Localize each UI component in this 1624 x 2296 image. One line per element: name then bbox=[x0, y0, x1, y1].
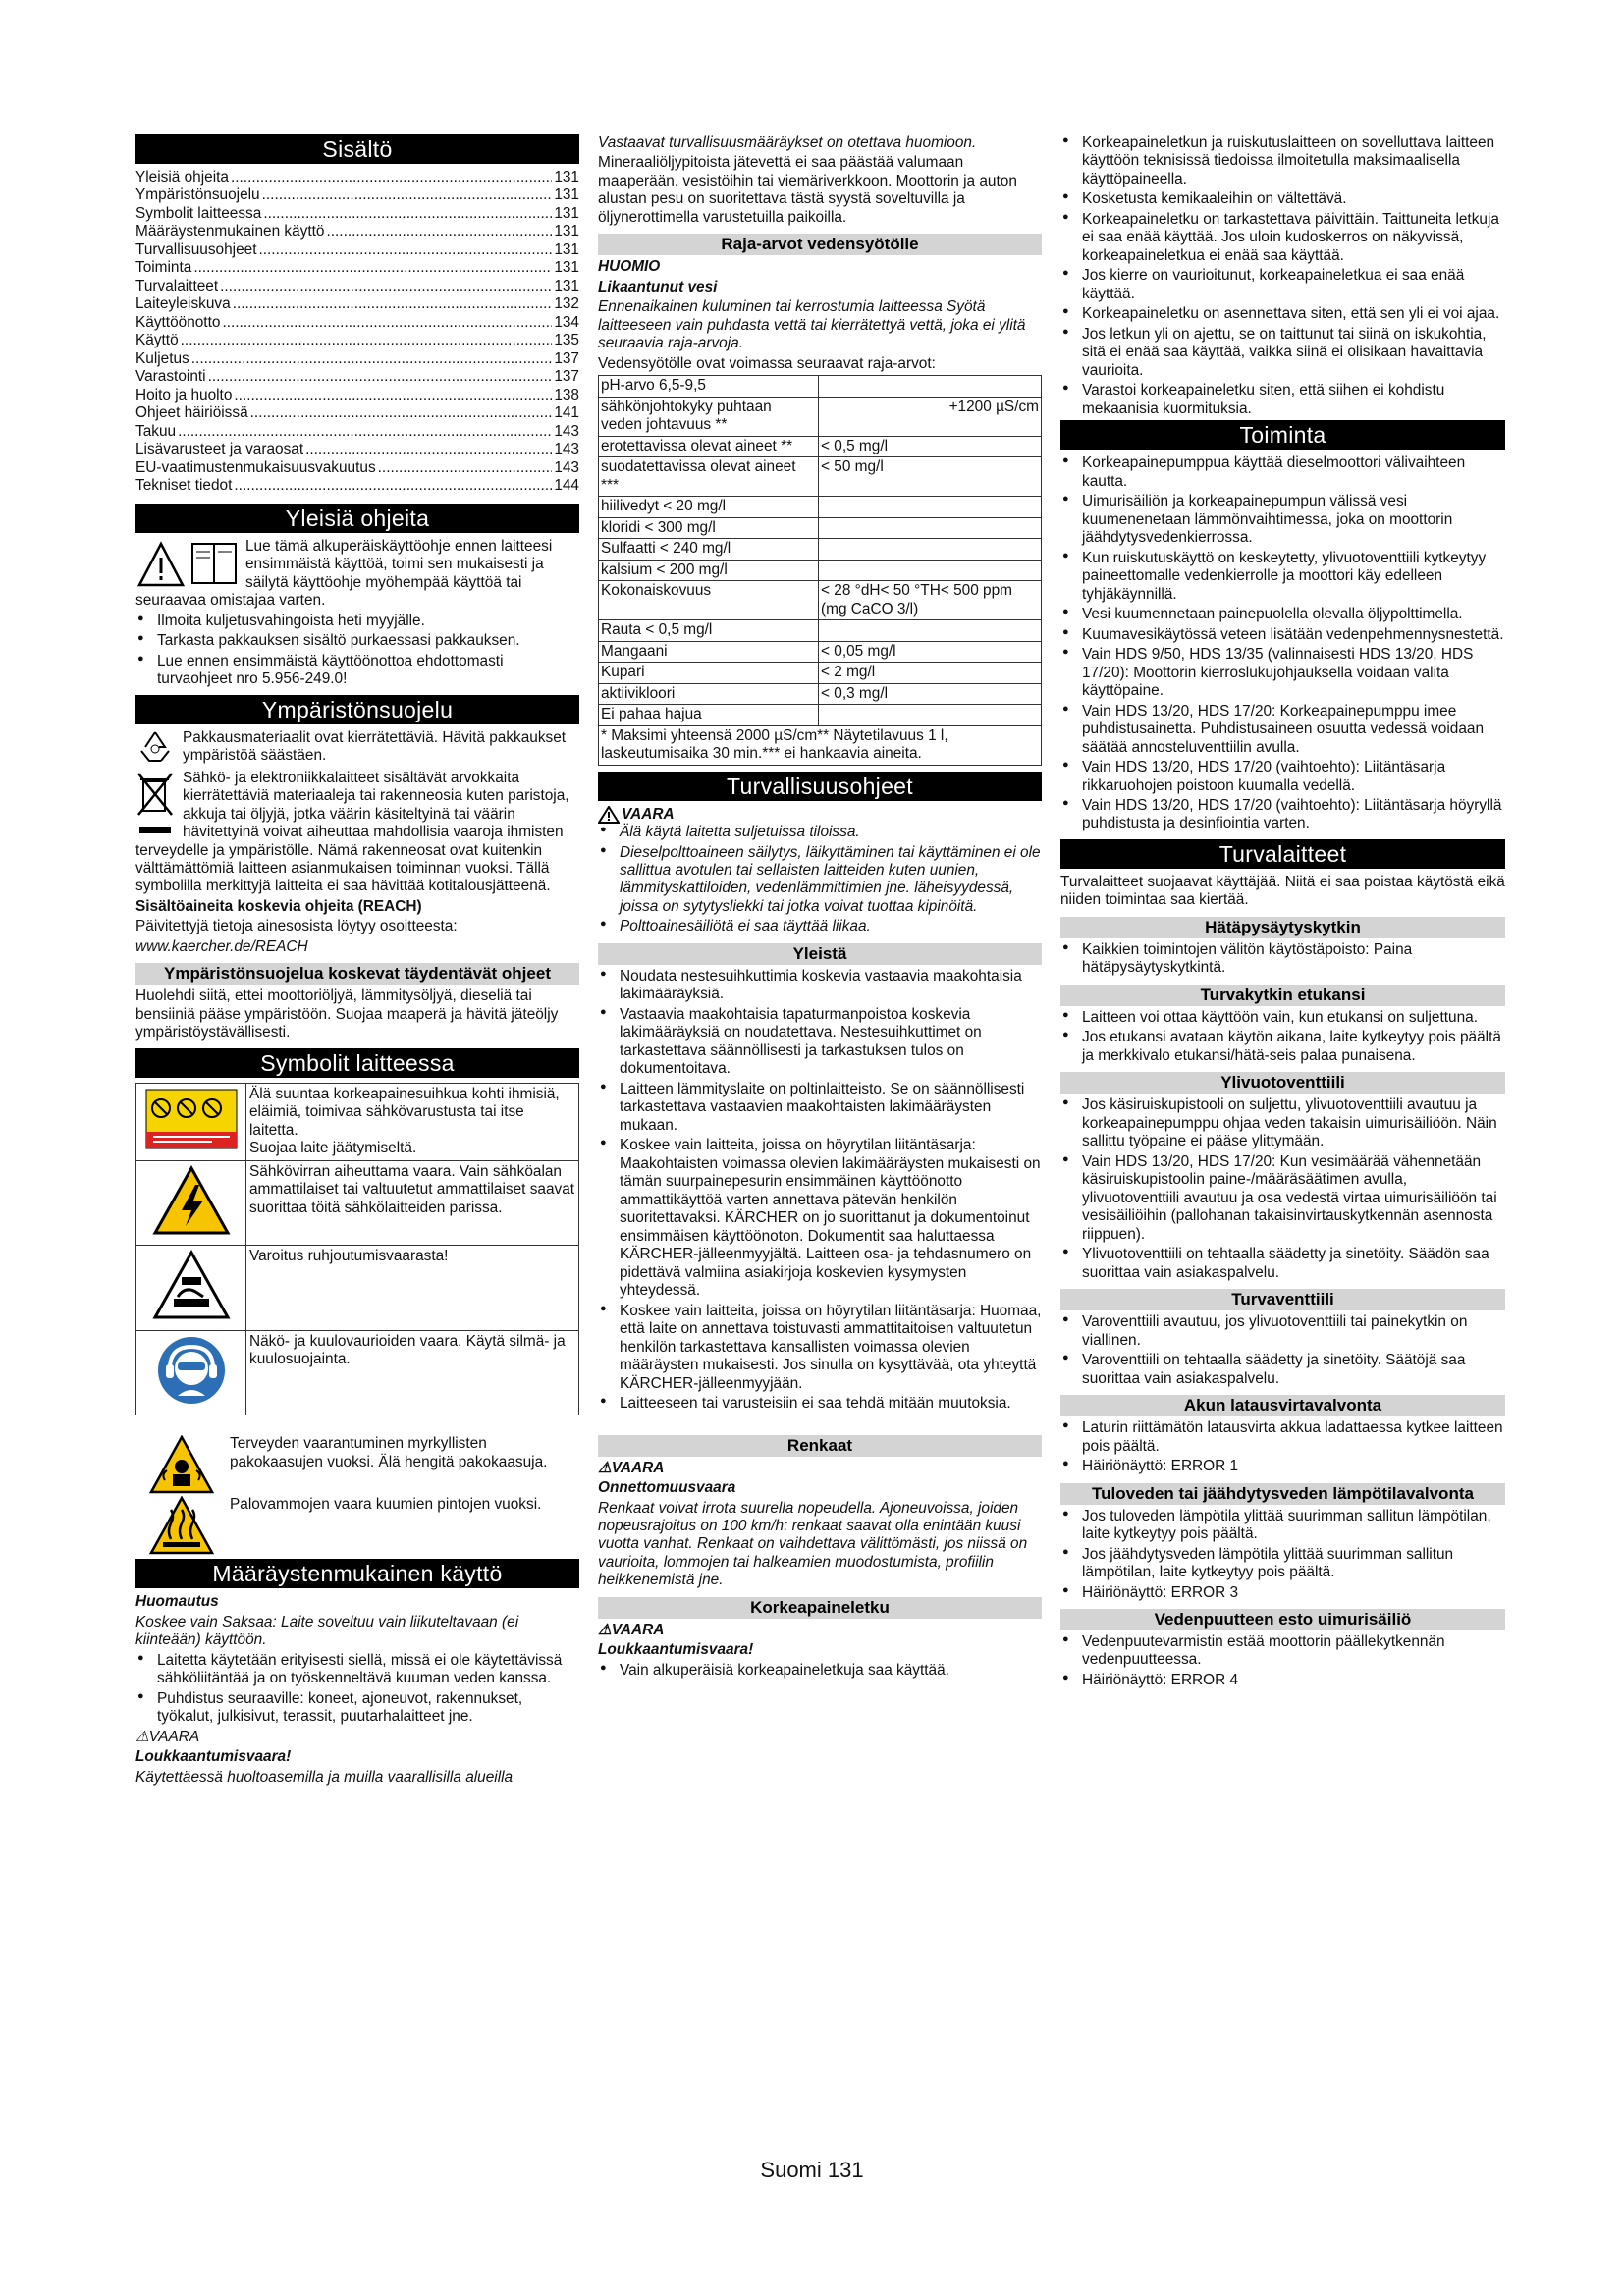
list-item: ● Laitteen voi ottaa käyttöön vain, kun etukansi on suljettuna. bbox=[1060, 1009, 1505, 1027]
column-3 bbox=[1060, 134, 1505, 1691]
heading-vedenpuutteen-esto: Vedenpuutteen esto uimurisäiliö bbox=[1060, 1609, 1505, 1630]
list-item: ● Koskee vain laitteita, joissa on höyrytilan liitäntäsarja: Maakohtaisten voimassa olevien lakimääräysten mukaisesti on tämän suurpainepesurin ensimmäinen käyttöönotto ammattikäyttöä varten annettava pätevän henkilön suoritettavaksi. KÄRCHER on jo suorittanut ja dokumentoinut ensimmäisen käyttöönoton. Dokumentit saa haluttaessa KÄRCHER-jälleenmyyjältä. Laitteen osa- ja tehdasnumero on pidettävä valmiina asiakirjoja koskevien kysymysten yhteydessä. bbox=[598, 1137, 1042, 1300]
ymp-taydentavat-text: Huolehdi siitä, ettei moottoriöljyä, lämmitysöljyä, dieseliä tai bensiiniä pääse ympäristöön. Suojaa maaperä ja hävitä jäteöljy ympäristöystävällisesti. bbox=[135, 988, 559, 1041]
eye-ear-protection-icon bbox=[156, 1335, 227, 1406]
column-1 bbox=[135, 134, 579, 1789]
tulovesi-list bbox=[1060, 1508, 1505, 1602]
toc-leader bbox=[326, 223, 552, 240]
symbol-2-text: Sähkövirran aiheuttama vaara. Vain sähköalan ammattilaiset tai valtuutetut ammattilaiset saavat suorittaa töitä sähkölaitteiden parissa. bbox=[249, 1162, 575, 1216]
heading-ymp-taydentavat: Ympäristönsuojelua koskevat täydentävät ohjeet bbox=[135, 963, 579, 985]
toc-entry bbox=[135, 477, 579, 495]
list-item: ● Ylivuotoventtiili on tehtaalla säädetty ja sinetöity. Säädön saa suorittaa vain asiakaspalvelu. bbox=[1060, 1246, 1505, 1282]
toc-page-number: 143 bbox=[554, 441, 579, 458]
yleisia-list bbox=[135, 613, 579, 689]
toc-entry bbox=[135, 259, 579, 277]
toc-entry bbox=[135, 387, 579, 404]
toc-title: Toiminta bbox=[135, 259, 192, 277]
toc-title: Hoito ja huolto bbox=[135, 386, 233, 403]
limit-value-cell bbox=[819, 497, 1042, 517]
limit-name-cell: hiilivedyt < 20 mg/l bbox=[599, 497, 819, 517]
toc-entry bbox=[135, 187, 579, 204]
symbol-3-text: Varoitus ruhjoutumisvaarasta! bbox=[249, 1248, 449, 1265]
table-of-contents bbox=[135, 169, 579, 496]
warning-triangle-book-icon bbox=[135, 538, 245, 589]
warning-and-manual-icons bbox=[135, 538, 245, 589]
table-row bbox=[599, 457, 1042, 497]
list-item: ● Jos etukansi avataan käytön aikana, laite kytkeytyy pois päältä ja merkkivalo etukansi/hätä-seis palaa punaisena. bbox=[1060, 1029, 1505, 1065]
list-item: ● Vain alkuperäisiä korkeapaineletkuja saa käyttää. bbox=[598, 1662, 1042, 1680]
table-row bbox=[599, 397, 1042, 436]
list-item: ● Kosketusta kemikaaleihin on vältettävä. bbox=[1060, 190, 1505, 208]
toc-page-number: 143 bbox=[554, 458, 579, 476]
toc-leader bbox=[233, 295, 553, 313]
toc-title: Turvalaitteet bbox=[135, 277, 219, 294]
list-item: ● Noudata nestesuihkuttimia koskevia vastaavia maakohtaisia lakimääräyksiä. bbox=[598, 968, 1042, 1004]
loukkaantumisvaara-title: Loukkaantumisvaara! bbox=[135, 1748, 292, 1766]
list-item: ● Korkeapainepumppua käyttää dieselmoottori välivaihteen kautta. bbox=[1060, 454, 1505, 491]
list-item: ● Jos käsiruiskupistooli on suljettu, ylivuotoventtiili avautuu ja korkeapainepumppu ohjaa veden takaisin uimurisäiliöön. Näin sallittu työpaine ei pääse ylittymään. bbox=[1060, 1096, 1505, 1150]
hose-list bbox=[1060, 134, 1505, 418]
table-row bbox=[599, 663, 1042, 683]
continued-text: Vastaavat turvallisuusmääräykset on otettava huomioon. bbox=[598, 134, 977, 151]
toc-entry bbox=[135, 205, 579, 223]
list-item: ● Vain HDS 13/20, HDS 17/20 (vaihtoehto): Liitäntäsarja höyryllä puhdistusta ja desinfiointia varten. bbox=[1060, 797, 1505, 833]
ylivuoto-list bbox=[1060, 1096, 1505, 1282]
heading-turvallisuusohjeet: Turvallisuusohjeet bbox=[598, 772, 1042, 801]
renkaat-text: Renkaat voivat irrota suurella nopeudella. Ajoneuvoissa, joiden nopeusrajoitus on 100 km/h: renkaat saavat olla enintään kuusi vuotta vanhat. Renkaat on vaihdettava välittömästi, jos niissä on vaurioita, lommojen tai halkeamien muodostumista, profiilin heikkenemistä jne. bbox=[598, 1499, 1028, 1589]
limit-name-cell: kloridi < 300 mg/l bbox=[599, 517, 819, 538]
toc-page-number: 138 bbox=[554, 386, 579, 403]
heading-yleista: Yleistä bbox=[598, 943, 1042, 965]
toc-leader bbox=[193, 259, 552, 277]
heading-turvaventtiili: Turvaventtiili bbox=[1060, 1289, 1505, 1310]
reach-url: www.kaercher.de/REACH bbox=[135, 937, 308, 955]
toc-leader bbox=[208, 368, 553, 386]
heading-sisalto: Sisältö bbox=[135, 134, 579, 164]
list-item: ● Laitetta käytetään erityisesti siellä, missä ei ole käytettävissä sähköliitäntää ja on työskenneltävä kuuman veden kanssa. bbox=[135, 1652, 579, 1688]
heading-maaraystenmukainen: Määräystenmukainen käyttö bbox=[135, 1559, 579, 1588]
limit-value-cell bbox=[819, 376, 1042, 397]
toxic-row bbox=[135, 1435, 579, 1494]
table-row bbox=[599, 376, 1042, 397]
heading-hatapysaytys: Hätäpysäytyskytkin bbox=[1060, 917, 1505, 938]
limit-name-cell: kalsium < 200 mg/l bbox=[599, 560, 819, 580]
etukansi-list bbox=[1060, 1009, 1505, 1065]
toc-title: Symbolit laitteessa bbox=[135, 204, 262, 222]
list-item: ● Tarkasta pakkauksen sisältö purkaessasi pakkauksen. bbox=[135, 632, 579, 650]
list-item: ● Vain HDS 9/50, HDS 13/35 (valinnaisesti HDS 13/20, HDS 17/20): Moottorin kierroslukujohjauksella voidaan valita käyttöpaine. bbox=[1060, 646, 1505, 700]
yleista-list bbox=[598, 968, 1042, 1414]
symbol-row bbox=[136, 1160, 579, 1245]
limit-name-cell: Mangaani bbox=[599, 641, 819, 662]
limit-value-cell bbox=[819, 517, 1042, 538]
packaging-text: Pakkausmateriaalit ovat kierrätettäviä. Hävitä pakkaukset ympäristöä säästäen. bbox=[183, 728, 567, 765]
warning-triangle-icon bbox=[598, 806, 620, 824]
list-item: ● Polttoainesäiliötä ei saa täyttää liikaa. bbox=[598, 918, 1042, 935]
crossed-bin-icon bbox=[135, 770, 175, 838]
weee-text: Sähkö- ja elektroniikkalaitteet sisältävät arvokkaita kierrätettäviä materiaaleja tai rakenneosia kuten paristoja, akkuja tai öljyjä, jotka väärin käsiteltyinä tai väärin hävitettyinä voivat aiheuttaa mahdollisia vaaroja ihmisten terveydelle ja ympäristölle. Nämä rakenneosat ovat kuitenkin välttämättömiä laitteen asianmukaisen toiminnan vuoksi. Tällä symbolilla merkittyjä laitteita ei saa hävittää kotitalousjätteenä. bbox=[135, 769, 569, 895]
toc-page-number: 134 bbox=[554, 313, 579, 331]
vaara-label: ⚠VAARA bbox=[135, 1728, 200, 1745]
table-row bbox=[599, 560, 1042, 580]
hatapysaytys-list bbox=[1060, 941, 1505, 978]
toc-leader bbox=[262, 187, 553, 204]
toc-leader bbox=[191, 350, 553, 368]
toc-page-number: 131 bbox=[554, 169, 579, 186]
toc-page-number: 135 bbox=[554, 332, 579, 349]
list-item: ● Vain HDS 13/20, HDS 17/20: Kun vesimäärää vähennetään käsiruiskupistoolin paine-/määräsäätimen avulla, ylivuotoventtiili avautuu ja osa vedestä virtaa uimurisäiliöön tai vesisäiliöihin (pallohanan takaisinvirtauskytkennän asennosta riippuen). bbox=[1060, 1153, 1505, 1244]
toc-entry bbox=[135, 332, 579, 349]
maarays-list bbox=[135, 1652, 579, 1727]
toc-leader bbox=[234, 387, 552, 404]
symbol-row bbox=[136, 1330, 579, 1415]
korkeapaine-list bbox=[598, 1662, 1042, 1680]
toc-leader bbox=[258, 241, 552, 259]
heading-renkaat: Renkaat bbox=[598, 1435, 1042, 1457]
huomautus-title: Huomautus bbox=[135, 1593, 219, 1611]
limit-name-cell: suodatettavissa olevat aineet *** bbox=[599, 457, 819, 497]
toc-leader bbox=[250, 404, 553, 422]
toc-page-number: 131 bbox=[554, 240, 579, 258]
list-item: ● Jos tuloveden lämpötila ylittää suurimman sallitun lämpötilan, laite kytkeytyy pois päältä. bbox=[1060, 1508, 1505, 1544]
toc-title: Turvallisuusohjeet bbox=[135, 240, 257, 258]
limit-value-cell: < 0,3 mg/l bbox=[819, 683, 1042, 704]
recycling-row bbox=[135, 729, 579, 768]
toc-entry bbox=[135, 314, 579, 332]
toc-entry bbox=[135, 441, 579, 458]
table-row bbox=[599, 539, 1042, 560]
toc-entry bbox=[135, 404, 579, 422]
toc-entry bbox=[135, 368, 579, 386]
yleisia-intro-block bbox=[135, 538, 579, 611]
turvaventtiili-list bbox=[1060, 1313, 1505, 1388]
toc-page-number: 137 bbox=[554, 349, 579, 367]
list-item: ● Lue ennen ensimmäistä käyttöönottoa ehdottomasti turvaohjeet nro 5.956-249.0! bbox=[135, 653, 579, 689]
toc-entry bbox=[135, 278, 579, 295]
symbol-1-text: Älä suuntaa korkeapainesuihkua kohti ihmisiä, eläimiä, toimivaa sähkövarustusta tai itse laitetta. bbox=[249, 1085, 560, 1139]
toc-title: Yleisiä ohjeita bbox=[135, 169, 229, 186]
limit-value-cell bbox=[819, 539, 1042, 560]
heading-akun-latausvirta: Akun latausvirtavalvonta bbox=[1060, 1395, 1505, 1416]
table-row bbox=[599, 705, 1042, 725]
toc-entry bbox=[135, 423, 579, 441]
toc-title: Käyttö bbox=[135, 332, 179, 349]
loukkaantumisvaara-text: Käytettäessä huoltoasemilla ja muilla vaarallisilla alueilla bbox=[135, 1768, 514, 1786]
vaara-list bbox=[598, 824, 1042, 936]
toc-page-number: 143 bbox=[554, 422, 579, 440]
list-item: ● Kuumavesikäytössä veteen lisätään vedenpehmennysnestettä. bbox=[1060, 626, 1505, 644]
table-row bbox=[599, 641, 1042, 662]
toc-entry bbox=[135, 295, 579, 313]
list-item: ● Varoventtiili avautuu, jos ylivuotoventtiili tai painekytkin on viallinen. bbox=[1060, 1313, 1505, 1350]
water-limits-table bbox=[598, 375, 1042, 725]
list-item: ● Häiriönäyttö: ERROR 3 bbox=[1060, 1584, 1505, 1602]
toc-entry bbox=[135, 350, 579, 368]
toc-leader bbox=[231, 169, 552, 187]
heading-symbolit: Symbolit laitteessa bbox=[135, 1048, 579, 1078]
reach-title: Sisältöaineita koskevia ohjeita (REACH) bbox=[135, 897, 422, 915]
table-row bbox=[599, 436, 1042, 456]
list-item: ● Korkeapaineletkun ja ruiskutuslaitteen on sovelluttava laitteen käyttöön teknisissä tiedoissa ilmoitetulla maksimaalisella käyttöpaineella. bbox=[1060, 134, 1505, 188]
list-item: ● Laturin riittämätön latausvirta akkua ladattaessa kytkee laitteen pois päältä. bbox=[1060, 1419, 1505, 1456]
huomautus-text: Koskee vain Saksaa: Laite soveltuu vain liikuteltavaan (ei kiinteään) käyttöön. bbox=[135, 1613, 519, 1649]
list-item: ● Jos letkun yli on ajettu, se on taittunut tai siinä on iskukohtia, sitä ei enää saa käyttää, vaikka siinä ei olisikaan havaittavia vaurioita. bbox=[1060, 326, 1505, 380]
column-2 bbox=[598, 134, 1042, 1682]
list-item: ● Vain HDS 13/20, HDS 17/20 (vaihtoehto): Liitäntäsarja rikkaruohojen poistoon kuumalla vedellä. bbox=[1060, 759, 1505, 795]
heading-ymparistonsuojelu: Ympäristönsuojelu bbox=[135, 695, 579, 724]
toc-title: Laiteyleiskuva bbox=[135, 295, 231, 313]
toxic-text: Terveyden vaarantuminen myrkyllisten pakokaasujen vuoksi. Älä hengitä pakokaasuja. bbox=[230, 1435, 548, 1470]
no-spray-warning-icon bbox=[145, 1089, 238, 1149]
heading-korkeapaineletku: Korkeapaineletku bbox=[598, 1597, 1042, 1619]
toc-title: Ympäristönsuojelu bbox=[135, 187, 260, 204]
symbol-4-text: Näkö- ja kuulovaurioiden vaara. Käytä silmä- ja kuulosuojainta. bbox=[249, 1332, 566, 1368]
vaara-label: VAARA bbox=[622, 805, 675, 823]
toc-leader bbox=[220, 278, 552, 295]
symbol-row bbox=[136, 1246, 579, 1330]
limit-name-cell: Rauta < 0,5 mg/l bbox=[599, 620, 819, 641]
table-row bbox=[599, 581, 1042, 620]
toc-page-number: 131 bbox=[554, 259, 579, 277]
list-item: ● Dieselpolttoaineen säilytys, läikyttäminen tai käyttäminen ei ole sallittua avotulen tai sellaisten laitteiden kuten uunien, lämmityskattiloiden, vedenlämmittimien jne. läheisyydessä, joissa on sytytysliekki tai jotka voivat tuottaa kipinöitä. bbox=[598, 844, 1042, 917]
heading-raja-arvot: Raja-arvot vedensyötölle bbox=[598, 234, 1042, 255]
toc-title: Varastointi bbox=[135, 368, 206, 386]
heading-tuloveden-lampotila: Tuloveden tai jäähdytysveden lämpötilavalvonta bbox=[1060, 1483, 1505, 1505]
toc-leader bbox=[263, 205, 552, 223]
toc-leader bbox=[178, 423, 552, 441]
page-footer: Suomi 131 bbox=[760, 2158, 864, 2182]
toc-page-number: 131 bbox=[554, 187, 579, 204]
table-row bbox=[599, 497, 1042, 517]
list-item: ● Häiriönäyttö: ERROR 1 bbox=[1060, 1458, 1505, 1475]
heading-ylivuotoventtiili: Ylivuotoventtiili bbox=[1060, 1072, 1505, 1094]
toc-entry bbox=[135, 241, 579, 259]
toc-page-number: 131 bbox=[554, 277, 579, 294]
symbol-1-text2: Suojaa laite jäätymiseltä. bbox=[249, 1140, 417, 1157]
turvalaitteet-text: Turvalaitteet suojaavat käyttäjää. Niitä ei saa poistaa käytöstä eikä niiden toimintaa saa kiertää. bbox=[1060, 873, 1505, 909]
list-item: ● Häiriönäyttö: ERROR 4 bbox=[1060, 1672, 1505, 1689]
akku-list bbox=[1060, 1419, 1505, 1475]
list-item: ● Varoventtiili on tehtaalla säädetty ja sinetöity. Säätöjä saa suorittaa vain asiakaspalvelu. bbox=[1060, 1352, 1505, 1388]
water-table-footnote: * Maksimi yhteensä 2000 µS/cm** Näytetilavuus 1 l, laskeutumisaika 30 min.*** ei hankaavia aineita. bbox=[598, 726, 1042, 766]
toxic-fumes-warning-icon bbox=[149, 1435, 214, 1494]
toc-page-number: 137 bbox=[554, 368, 579, 386]
list-item: ● Puhdistus seuraaville: koneet, ajoneuvot, rakennukset, työkalut, julkisivut, terassit, puutarhalaitteet jne. bbox=[135, 1690, 579, 1727]
toc-leader bbox=[234, 477, 552, 495]
limit-name-cell: Kokonaiskovuus bbox=[599, 581, 819, 620]
toc-entry bbox=[135, 169, 579, 187]
limit-value-cell: +1200 µS/cm bbox=[819, 397, 1042, 436]
toc-title: Lisävarusteet ja varaosat bbox=[135, 441, 304, 458]
toc-title: Kuljetus bbox=[135, 349, 189, 367]
vedenpuute-list bbox=[1060, 1633, 1505, 1689]
list-item: ● Laitteen lämmityslaite on poltinlaitteisto. Se on säännöllisesti tarkastettava vastaavien maakohtaisten lakimääräysten mukaan. bbox=[598, 1081, 1042, 1135]
list-item: ● Kun ruiskutuskäyttö on keskeytetty, ylivuotoventtiili kytkeytyy paineettomalle vedenkierrolle ja moottori käy edelleen tyhjäkäynnillä. bbox=[1060, 550, 1505, 604]
toc-page-number: 144 bbox=[554, 477, 579, 495]
toc-leader bbox=[378, 459, 553, 477]
mineral-oil-text: Mineraaliöljypitoista jätevettä ei saa päästää valumaan maaperään, vesistöihin tai viemäriverkkoon. Moottorin ja auton alustan pesu on suoritettava tästä syystä soveltuvilla ja öljynerottimella varustetuilla paikoilla. bbox=[598, 154, 1017, 226]
limit-value-cell: < 50 mg/l bbox=[819, 457, 1042, 497]
limit-name-cell: Ei pahaa hajua bbox=[599, 705, 819, 725]
limit-value-cell: < 0,05 mg/l bbox=[819, 641, 1042, 662]
toc-page-number: 131 bbox=[554, 223, 579, 240]
hot-surface-row bbox=[135, 1496, 579, 1555]
symbols-table bbox=[135, 1083, 579, 1415]
list-item: ● Varastoi korkeapaineletku siten, että siihen ei kohdistu mekaanisia kuormituksia. bbox=[1060, 382, 1505, 418]
toc-entry bbox=[135, 223, 579, 240]
limit-name-cell: Sulfaatti < 240 mg/l bbox=[599, 539, 819, 560]
symbol-row bbox=[136, 1083, 579, 1160]
toc-title: Määräystenmukainen käyttö bbox=[135, 223, 325, 240]
recycling-icon bbox=[135, 729, 175, 763]
limit-value-cell: < 2 mg/l bbox=[819, 663, 1042, 683]
list-item: ● Kaikkien toimintojen välitön käytöstäpoisto: Paina hätäpysäytyskytkintä. bbox=[1060, 941, 1505, 978]
weee-block bbox=[135, 770, 579, 896]
list-item: ● Vastaavia maakohtaisia tapaturmanpoistoa koskevia lakimääräyksiä on noudatettava. Nestesuihkuttimet on tarkastettava säännöllisesti ja tarkastuksen tulos on dokumentoitava. bbox=[598, 1006, 1042, 1079]
limit-value-cell: < 0,5 mg/l bbox=[819, 436, 1042, 456]
water-limits-intro: Vedensyötölle ovat voimassa seuraavat raja-arvot: bbox=[598, 354, 936, 372]
list-item: ● Vesi kuumennetaan painepuolella olevalla öljypolttimella. bbox=[1060, 606, 1505, 623]
huomio-label: HUOMIO bbox=[598, 258, 661, 276]
limit-value-cell bbox=[819, 705, 1042, 725]
list-item: ● Ilmoita kuljetusvahingoista heti myyjälle. bbox=[135, 613, 579, 630]
toc-page-number: 131 bbox=[554, 204, 579, 222]
toc-leader bbox=[181, 332, 553, 349]
list-item: ● Jos jäähdytysveden lämpötila ylittää suurimman sallitun lämpötilan, laite kytkeytyy pois päältä. bbox=[1060, 1546, 1505, 1582]
table-row bbox=[599, 517, 1042, 538]
toc-entry bbox=[135, 459, 579, 477]
toc-title: Takuu bbox=[135, 422, 177, 440]
heading-turvalaitteet: Turvalaitteet bbox=[1060, 839, 1505, 869]
limit-name-cell: erotettavissa olevat aineet ** bbox=[599, 436, 819, 456]
renkaat-title: Onnettomuusvaara bbox=[598, 1479, 736, 1497]
list-item: ● Vedenpuutevarmistin estää moottorin päällekytkennän vedenpuutteessa. bbox=[1060, 1633, 1505, 1670]
list-item: ● Älä käytä laitetta suljetuissa tiloissa. bbox=[598, 824, 1042, 841]
hot-surface-warning-icon bbox=[149, 1496, 214, 1555]
heading-toiminta: Toiminta bbox=[1060, 420, 1505, 450]
limit-name-cell: Kupari bbox=[599, 663, 819, 683]
limit-value-cell bbox=[819, 560, 1042, 580]
crush-hazard-icon bbox=[152, 1250, 231, 1320]
table-row bbox=[599, 620, 1042, 641]
heading-turvakytkin-etukansi: Turvakytkin etukansi bbox=[1060, 985, 1505, 1006]
limit-name-cell: aktiivikloori bbox=[599, 683, 819, 704]
toc-title: EU-vaatimustenmukaisuusvakuutus bbox=[135, 458, 376, 476]
list-item: ● Korkeapaineletku on asennettava siten, että sen yli ei voi ajaa. bbox=[1060, 305, 1505, 323]
limit-value-cell bbox=[819, 620, 1042, 641]
reach-text: Päivitettyjä tietoja ainesosista löytyy osoitteesta: bbox=[135, 918, 458, 935]
limit-value-cell: < 28 °dH< 50 °TH< 500 ppm (mg CaCO 3/l) bbox=[819, 581, 1042, 620]
vaara-heading-row bbox=[598, 806, 1042, 824]
toiminta-list bbox=[1060, 454, 1505, 833]
high-voltage-warning-icon bbox=[152, 1165, 231, 1236]
list-item: ● Korkeapaineletku on tarkastettava päivittäin. Taittuneita letkuja ei saa enää käyttää. Jos uloin kudoskerros on näkyvissä, korkeapaineletkua ei enää saa käyttää. bbox=[1060, 211, 1505, 265]
yleisia-intro-text: Lue tämä alkuperäiskäyttöohje ennen laitteesi ensimmäistä käyttöä, toimi sen mukaisesti ja säilytä käyttöohje myöhempää käyttöä tai seuraavaa omistajaa varten. bbox=[135, 537, 553, 610]
likaantunut-vesi-title: Likaantunut vesi bbox=[598, 278, 718, 295]
heading-yleisia-ohjeita: Yleisiä ohjeita bbox=[135, 504, 579, 533]
limit-name-cell: sähkönjohtokyky puhtaan veden johtavuus ** bbox=[599, 397, 819, 436]
list-item: ● Uimurisäiliön ja korkeapainepumpun välissä vesi kuumenenetaan lämmönvaihtimessa, joka on moottorin jäähdytysvedenkierrossa. bbox=[1060, 493, 1505, 547]
list-item: ● Jos kierre on vaurioitunut, korkeapaineletkua ei saa enää käyttää. bbox=[1060, 267, 1505, 303]
toc-page-number: 132 bbox=[554, 295, 579, 313]
korkeapaine-title: Loukkaantumisvaara! bbox=[598, 1641, 754, 1659]
renkaat-vaara-label: ⚠VAARA bbox=[598, 1459, 665, 1476]
toc-page-number: 141 bbox=[554, 404, 579, 422]
table-row bbox=[599, 683, 1042, 704]
toc-leader bbox=[222, 314, 552, 332]
list-item: ● Koskee vain laitteita, joissa on höyrytilan liitäntäsarja: Huomaa, että laite on annettava toistuvasti ammattitaitoisen valtuutetun henkilön tarkastettava kansallisten voimassa olevien määräysten mukaisesti. Jos sinulla on kysyttävää, ota yhteyttä KÄRCHER-jälleenmyyjään. bbox=[598, 1303, 1042, 1393]
hot-surface-text: Palovammojen vaara kuumien pintojen vuoksi. bbox=[230, 1496, 542, 1514]
limit-name-cell: pH-arvo 6,5-9,5 bbox=[599, 376, 819, 397]
list-item: ● Vain HDS 13/20, HDS 17/20: Korkeapainepumppu imee puhdistusainetta. Puhdistusaineen osuutta vedessä voidaan säätää annosteluventtiilin avulla. bbox=[1060, 703, 1505, 757]
toc-title: Ohjeet häiriöissä bbox=[135, 404, 248, 422]
toc-leader bbox=[305, 441, 552, 458]
likaantunut-vesi-text: Ennenaikainen kuluminen tai kerrostumia laitteessa Syötä laitteeseen vain puhdasta vettä tai kierrätettyä vettä, joka ei ylitä seuraavia raja-arvoja. bbox=[598, 298, 1026, 352]
toc-title: Käyttöönotto bbox=[135, 313, 221, 331]
korkeapaine-vaara-label: ⚠VAARA bbox=[598, 1621, 665, 1638]
toc-title: Tekniset tiedot bbox=[135, 477, 233, 495]
list-item: ● Laitteeseen tai varusteisiin ei saa tehdä mitään muutoksia. bbox=[598, 1395, 1042, 1413]
